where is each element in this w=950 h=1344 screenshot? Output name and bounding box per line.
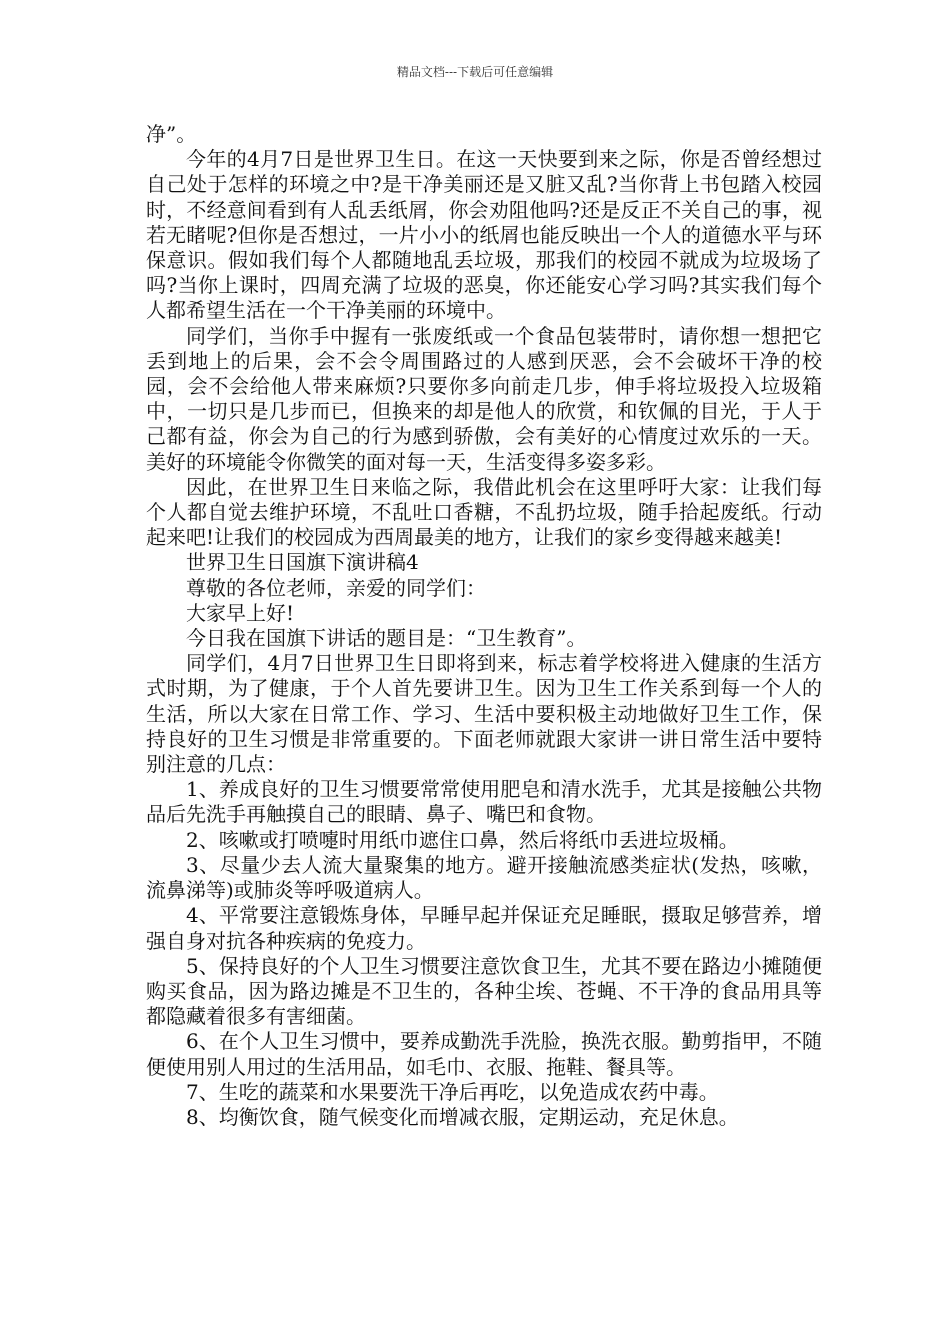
speech-topic: 今日我在国旗下讲话的题目是：“卫生教育”。 [186,626,587,651]
list-item-8: 8、均衡饮食，随气候变化而增减衣服，定期运动，充足休息。 [186,1104,739,1129]
section-title: 世界卫生日国旗下演讲稿4 [186,550,419,575]
list-item-1: 1、养成良好的卫生习惯要常常使用肥皂和清水洗手，尤其是接触公共物品后先洗手再触摸自己的眼睛、鼻子、嘴巴和食物。 [146,777,822,827]
document-body [146,122,822,1130]
list-item-2: 2、咳嗽或打喷嚏时用纸巾遮住口鼻，然后将纸巾丢进垃圾桶。 [186,827,739,852]
paragraph-intro: 同学们，4月7日世界卫生日即将到来，标志着学校将进入健康的生活方式时期，为了健康，于个人首先要讲卫生。因为卫生工作关系到每一个人的生活，所以大家在日常工作、学习、生活中要积极主动地做好卫生工作，保持良好的卫生习惯是非常重要的。下面老师就跟大家讲一讲日常生活中要特别注意的几点： [146,651,822,777]
list-item-6: 6、在个人卫生习惯中，要养成勤洗手洗脸，换洗衣服。勤剪指甲，不随便使用别人用过的生活用品，如毛巾、衣服、拖鞋、餐具等。 [146,1029,822,1079]
salutation: 尊敬的各位老师，亲爱的同学们： [186,575,486,600]
greeting: 大家早上好! [186,600,295,625]
paragraph-4: 因此，在世界卫生日来临之际，我借此机会在这里呼吁大家：让我们每个人都自觉去维护环境，不乱吐口香糖，不乱扔垃圾，随手拾起废纸。行动起来吧!让我们的校园成为西周最美的地方，让我们的家乡变得越来越美! [146,474,822,550]
paragraph-3: 同学们，当你手中握有一张废纸或一个食品包装带时，请你想一想把它丢到地上的后果，会不会令周围路过的人感到厌恶，会不会破坏干净的校园，会不会给他人带来麻烦?只要你多向前走几步，伸手将垃圾投入垃圾箱中，一切只是几步而已，但换来的却是他人的欣赏，和钦佩的目光，于人于己都有益，你会为自己的行为感到骄傲，会有美好的心情度过欢乐的一天。美好的环境能令你微笑的面对每一天，生活变得多姿多彩。 [146,323,822,474]
list-item-5: 5、保持良好的个人卫生习惯要注意饮食卫生，尤其不要在路边小摊随便购买食品，因为路边摊是不卫生的，各种尘埃、苍蝇、不干净的食品用具等都隐藏着很多有害细菌。 [146,953,822,1029]
list-item-3: 3、尽量少去人流大量聚集的地方。避开接触流感类症状(发热，咳嗽，流鼻涕等)或肺炎等呼吸道病人。 [146,852,822,903]
paragraph-2: 今年的4月7日是世界卫生日。在这一天快要到来之际，你是否曾经想过自己处于怎样的环境之中?是干净美丽还是又脏又乱?当你背上书包踏入校园时，不经意间看到有人乱丢纸屑，你会劝阻他吗?还是反正不关自己的事，视若无睹呢?但你是否想过，一片小小的纸屑也能反映出一个人的道德水平与环保意识。假如我们每个人都随地乱丢垃圾，那我们的校园不就成为垃圾场了吗?当你上课时，四周充满了垃圾的恶臭，你还能安心学习吗?其实我们每个人都希望生活在一个干净美丽的环境中。 [146,147,822,323]
list-item-7: 7、生吃的蔬菜和水果要洗干净后再吃，以免造成农药中毒。 [186,1079,719,1104]
page-header: 精品文档---下载后可任意编辑 [396,65,554,79]
list-item-4: 4、平常要注意锻炼身体，早睡早起并保证充足睡眠，摄取足够营养，增强自身对抗各种疾病的免疫力。 [146,903,822,953]
paragraph-1: 净”。 [146,122,197,146]
